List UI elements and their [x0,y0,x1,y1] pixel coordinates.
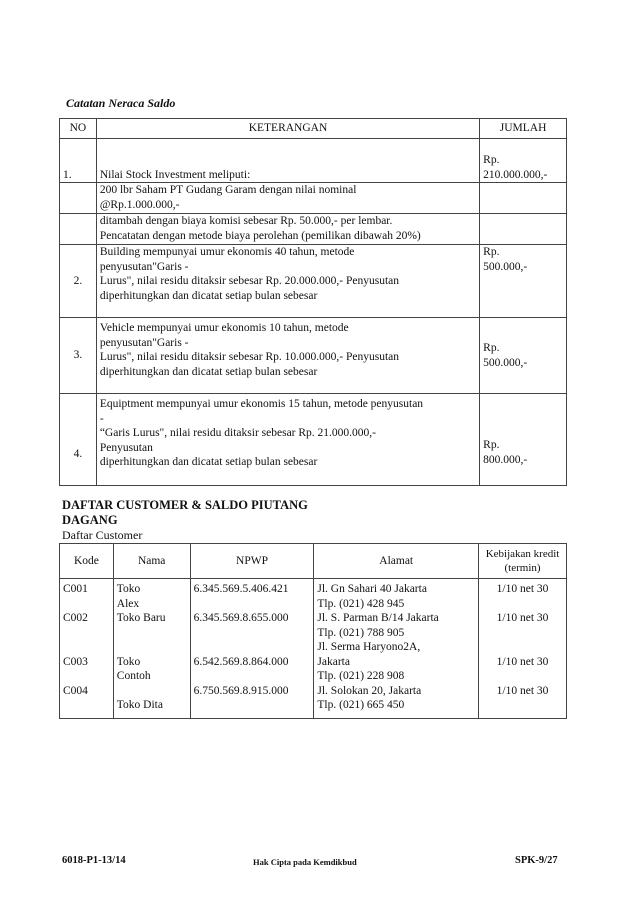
table-row [60,139,567,183]
section-subtitle: Daftar Customer [62,528,143,542]
npwp-column: 6.345.569.5.406.421 6.345.569.8.655.000 6.542.569.8.864.000 6.750.569.8.915.000 [190,579,314,719]
row-description: ditambah dengan biaya komisi sebesar Rp. 50.000,- per lembar. Pencatatan dengan metode biaya perolehan (pemilikan dibawah 20%) [96,214,479,245]
row-description: Equiptment mempunyai umur ekonomis 15 tahun, metode penyusutan - “Garis Lurus", nilai residu ditaksir sebesar Rp. 21.000.000,- Penyusutan diperhitungkan dan dicatat setiap bulan sebesar [96,394,479,486]
table-header-row [60,544,567,579]
section-title-daftar-customer: DAFTAR CUSTOMER & SALDO PIUTANG DAGANG [62,498,308,527]
row-number [60,183,97,214]
header-alamat: Alamat [314,544,479,579]
table-header-row [60,119,567,139]
row-amount [480,183,567,214]
footer-code: 6018-P1-13/14 [62,855,126,866]
footer-page-number: SPK-9/27 [515,855,558,866]
table-row [60,318,567,394]
table-row [60,183,567,214]
row-number: 2. [60,245,97,318]
termin-column: 1/10 net 30 1/10 net 30 1/10 net 30 1/10 net 30 [479,579,567,719]
nama-column: Toko Alex Toko Baru Toko Contoh Toko Dita [113,579,190,719]
row-description: Building mempunyai umur ekonomis 40 tahun, metode penyusutan"Garis - Lurus", nilai residu ditaksir sebesar Rp. 20.000.000,- Penyusutan diperhitungkan dan dicatat setiap bulan sebesar [96,245,479,318]
kode-column: C001 C002 C003 C004 [60,579,114,719]
row-number: 3. [60,318,97,394]
header-jumlah: JUMLAH [480,119,567,139]
table-row [60,394,567,486]
row-amount: Rp. 800.000,- [480,394,567,486]
header-no: NO [60,119,97,139]
row-number: 1. [60,139,97,183]
row-amount: Rp. 210.000.000,- [480,139,567,183]
header-npwp: NPWP [190,544,314,579]
customer-table [59,543,567,719]
header-kode: Kode [60,544,114,579]
row-amount: Rp. 500.000,- [480,245,567,318]
table-row [60,579,567,719]
header-keterangan: KETERANGAN [96,119,479,139]
row-amount: Rp. 500.000,- [480,318,567,394]
table-row [60,245,567,318]
footer-copyright: Hak Cipta pada Kemdikbud [253,857,357,867]
row-number: 4. [60,394,97,486]
row-description: Nilai Stock Investment meliputi: [96,139,479,183]
alamat-column: Jl. Gn Sahari 40 Jakarta Tlp. (021) 428 945 Jl. S. Parman B/14 Jakarta Tlp. (021) 788 905 Jl. Serma Haryono2A, Jakarta Tlp. (021) 228 908 Jl. Solokan 20, Jakarta Tlp. (021) 665 450 [314,579,479,719]
row-number [60,214,97,245]
table-row [60,214,567,245]
row-description: 200 lbr Saham PT Gudang Garam dengan nilai nominal @Rp.1.000.000,- [96,183,479,214]
header-kebijakan-kredit: Kebijakan kredit (termin) [479,544,567,579]
neraca-saldo-table [59,118,567,486]
row-amount [480,214,567,245]
header-nama: Nama [113,544,190,579]
section-title-neraca-saldo: Catatan Neraca Saldo [66,96,176,110]
row-description: Vehicle mempunyai umur ekonomis 10 tahun, metode penyusutan"Garis - Lurus", nilai residu ditaksir sebesar Rp. 10.000.000,- Penyusutan diperhitungkan dan dicatat setiap bulan sebesar [96,318,479,394]
